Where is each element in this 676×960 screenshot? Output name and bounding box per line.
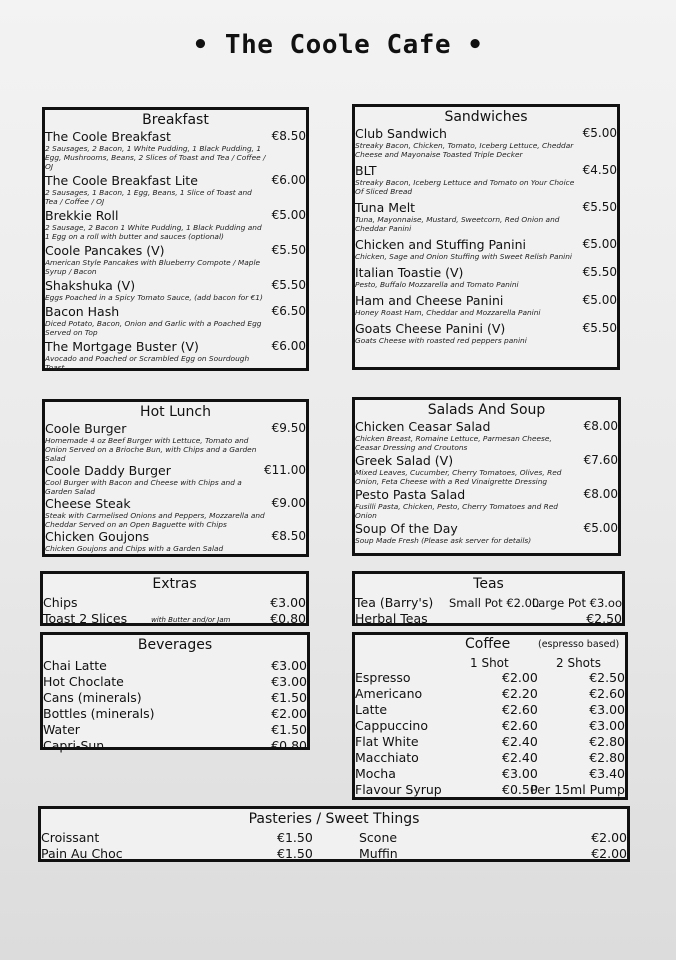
coffee-row (355, 718, 625, 734)
item-name: Flavour Syrup (355, 782, 442, 797)
one-shot-price: €0.50 (502, 782, 538, 797)
item-price: €5.00 (271, 208, 306, 222)
item-price: €2.00 (591, 830, 627, 845)
item-name: Flat White (355, 734, 419, 749)
menu-item (355, 487, 618, 520)
item-name: Soup Of the Day (355, 521, 458, 536)
menu-item (355, 237, 617, 261)
coffee-subheading: (espresso based) (538, 639, 620, 650)
menu-item (355, 126, 617, 159)
one-shot-price: €2.20 (502, 686, 538, 701)
item-description: Streaky Bacon, Chicken, Tomato, Iceberg Lettuce, Cheddar Cheese and Mayonaise Toasted Triple Decker (355, 141, 574, 159)
item-name: Greek Salad (V) (355, 453, 454, 468)
menu-item (355, 419, 618, 452)
item-description: Mixed Leaves, Cucumber, Cherry Tomatoes, Olives, Red Onion, Feta Cheese with a Red Vinaigrette Dressing (355, 468, 562, 486)
item-description: Chicken, Sage and Onion Stuffing with Sweet Relish Panini (355, 252, 572, 261)
item-price: €5.50 (582, 200, 617, 214)
item-name: Toast 2 Slices (43, 611, 128, 626)
beverages-items (43, 658, 307, 754)
item-price: €9.50 (271, 421, 306, 435)
item-name: Cheese Steak (45, 496, 131, 511)
item-price: €1.50 (271, 690, 307, 705)
item-name: Italian Toastie (V) (355, 265, 464, 280)
item-price: €5.50 (271, 278, 306, 292)
hot-lunch-items (45, 421, 306, 553)
item-name: Muffin (359, 846, 398, 861)
item-description: Eggs Poached in a Spicy Tomato Sauce, (add bacon for €1) (45, 293, 263, 302)
salads-soup-items (355, 419, 618, 545)
item-description: Chicken Goujons and Chips with a Garden Salad (45, 544, 224, 553)
item-price: €0.80 (271, 738, 307, 753)
item-price: €6.50 (271, 304, 306, 318)
item-description: Homemade 4 oz Beef Burger with Lettuce, Tomato and Onion Served on a Brioche Bun, with Chips and a Garden Salad (45, 436, 257, 463)
item-description: Honey Roast Ham, Cheddar and Mozzarella Panini (355, 308, 541, 317)
teas-section (352, 571, 625, 626)
coffee-row (355, 686, 625, 702)
item-description: 2 Sausage, 2 Bacon 1 White Pudding, 1 Black Pudding and 1 Egg on a roll with butter and sauces (optional) (45, 223, 262, 241)
teas-row-barrys (355, 595, 622, 611)
coffee-row (355, 750, 625, 766)
item-price: €2.00 (271, 706, 307, 721)
item-name: Espresso (355, 670, 411, 685)
item-description: Steak with Carmelised Onions and Peppers, Mozzarella and Cheddar Served on an Open Baguette with Chips (45, 511, 265, 529)
item-price: €8.00 (583, 419, 618, 433)
item-name: Chai Latte (43, 658, 107, 673)
item-description: American Style Pancakes with Blueberry Compote / Maple Syrup / Bacon (45, 258, 261, 276)
coffee-heading: Coffee (465, 636, 511, 652)
salads-soup-section (352, 397, 621, 556)
item-name: The Mortgage Buster (V) (45, 339, 199, 354)
item-name: Brekkie Roll (45, 208, 119, 223)
item-price: €5.00 (583, 521, 618, 535)
two-shot-price: €2.80 (589, 734, 625, 749)
sandwiches-items (355, 126, 617, 345)
item-price: €8.00 (583, 487, 618, 501)
item-name: Macchiato (355, 750, 419, 765)
item-price: €5.50 (271, 243, 306, 257)
coffee-row (355, 734, 625, 750)
menu-item (45, 463, 306, 496)
coffee-column-headers (355, 653, 625, 670)
item-name: Goats Cheese Panini (V) (355, 321, 506, 336)
item-name: Chicken and Stuffing Panini (355, 237, 526, 252)
beverage-row (43, 722, 307, 738)
two-shot-price: €2.60 (589, 686, 625, 701)
item-name: Cans (minerals) (43, 690, 142, 705)
hot-lunch-heading: Hot Lunch (140, 404, 211, 420)
one-shot-price: €2.40 (502, 734, 538, 749)
one-shot-price: €2.40 (502, 750, 538, 765)
item-name: Bacon Hash (45, 304, 120, 319)
two-shot-price: Per 15ml Pump (530, 782, 625, 797)
item-price: €5.50 (582, 265, 617, 279)
item-name: Coole Pancakes (V) (45, 243, 165, 258)
item-name: Capri-Sun (43, 738, 105, 753)
extras-row-chips (43, 595, 306, 611)
item-name: Coole Daddy Burger (45, 463, 171, 478)
menu-item (45, 496, 306, 529)
menu-item (355, 453, 618, 486)
extras-heading: Extras (152, 576, 197, 592)
beverage-row (43, 690, 307, 706)
item-price: €1.50 (271, 722, 307, 737)
coffee-row (355, 702, 625, 718)
pastries-section (38, 806, 630, 862)
beverages-section (40, 632, 310, 753)
two-shot-price: €3.00 (589, 718, 625, 733)
item-description: Diced Potato, Bacon, Onion and Garlic with a Poached Egg Served on Top (45, 319, 262, 337)
item-name: Pesto Pasta Salad (355, 487, 466, 502)
item-price: €7.60 (583, 453, 618, 467)
two-shot-price: €3.40 (589, 766, 625, 781)
menu-title: • The Coole Cafe • (192, 30, 484, 60)
item-name: Chips (43, 595, 78, 610)
item-description: Tuna, Mayonnaise, Mustard, Sweetcorn, Red Onion and Cheddar Panini (355, 215, 560, 233)
item-price: €5.00 (582, 126, 617, 140)
item-name: Coole Burger (45, 421, 127, 436)
item-name: Latte (355, 702, 388, 717)
menu-item (45, 278, 306, 302)
col-two-shots: 2 Shots (556, 656, 601, 670)
item-price: €0.80 (270, 611, 306, 626)
sandwiches-heading: Sandwiches (444, 109, 528, 125)
coffee-row (355, 782, 625, 798)
item-price: €6.00 (271, 173, 306, 187)
large-pot-price: Large Pot €3.oo (531, 596, 622, 610)
item-price: €11.00 (264, 463, 306, 477)
teas-heading: Teas (473, 576, 504, 592)
item-name: Tea (Barry's) (355, 595, 434, 610)
item-price: €5.00 (582, 293, 617, 307)
beverage-row (43, 674, 307, 690)
menu-item (45, 421, 306, 463)
pastries-heading: Pasteries / Sweet Things (248, 811, 420, 827)
one-shot-price: €2.60 (502, 702, 538, 717)
breakfast-heading: Breakfast (142, 112, 209, 128)
item-description: Streaky Bacon, Iceberg Lettuce and Tomato on Your Choice Of Sliced Bread (355, 178, 575, 196)
menu-item (45, 208, 306, 241)
item-price: €4.50 (582, 163, 617, 177)
item-name: Hot Choclate (43, 674, 124, 689)
item-price: €5.50 (582, 321, 617, 335)
coffee-items (355, 670, 625, 798)
item-name: Cappuccino (355, 718, 428, 733)
extras-section (40, 571, 309, 626)
item-name: Water (43, 722, 80, 737)
item-price: €8.50 (271, 529, 306, 543)
item-name: Tuna Melt (355, 200, 416, 215)
menu-item (45, 243, 306, 276)
salads-soup-heading: Salads And Soup (427, 402, 546, 418)
item-description: Fusilli Pasta, Chicken, Pesto, Cherry Tomatoes and Red Onion (355, 502, 558, 520)
item-note: with Butter and/or Jam (151, 615, 231, 624)
item-price: €6.00 (271, 339, 306, 353)
menu-item (355, 265, 617, 289)
item-price: €3.00 (270, 595, 306, 610)
hot-lunch-section (42, 399, 309, 557)
item-name: Chicken Goujons (45, 529, 150, 544)
menu-item (355, 200, 617, 233)
item-name: Bottles (minerals) (43, 706, 155, 721)
item-description: Pesto, Buffalo Mozzarella and Tomato Panini (355, 280, 519, 289)
beverage-row (43, 706, 307, 722)
item-name: Scone (359, 830, 398, 845)
menu-item (45, 129, 306, 171)
item-name: Croissant (41, 830, 100, 845)
item-description: Goats Cheese with roasted red peppers panini (355, 336, 527, 345)
item-description: Chicken Breast, Romaine Lettuce, Parmesan Cheese, Ceasar Dressing and Croutons (355, 434, 552, 452)
item-name: The Coole Breakfast Lite (45, 173, 198, 188)
item-description: Cool Burger with Bacon and Cheese with Chips and a Garden Salad (45, 478, 242, 496)
beverage-row (43, 738, 307, 754)
two-shot-price: €3.00 (589, 702, 625, 717)
item-price: €5.00 (582, 237, 617, 251)
item-description: 2 Sausages, 2 Bacon, 1 White Pudding, 1 Black Pudding, 1 Egg, Mushrooms, Beans, 2 Slices of Toast and Tea / Coffee / OJ (45, 144, 266, 171)
menu-item (45, 529, 306, 553)
beverage-row (43, 658, 307, 674)
menu-item (45, 339, 306, 372)
item-name: Pain Au Choc (41, 846, 123, 861)
item-price: €2.50 (586, 611, 622, 626)
beverages-heading: Beverages (137, 637, 213, 653)
pastries-items (41, 830, 627, 862)
extras-row-toast (43, 611, 306, 627)
item-name: Herbal Teas (355, 611, 428, 626)
breakfast-section (42, 107, 309, 371)
item-name: Shakshuka (V) (45, 278, 136, 293)
item-name: Ham and Cheese Panini (355, 293, 504, 308)
item-price: €3.00 (271, 674, 307, 689)
item-price: €2.00 (591, 846, 627, 861)
menu-item (355, 321, 617, 345)
item-description: 2 Sausages, 1 Bacon, 1 Egg, Beans, 1 Slice of Toast and Tea / Coffee / OJ (45, 188, 252, 206)
item-description: Avocado and Poached or Scrambled Egg on Sourdough Toast (45, 354, 250, 372)
pastry-row (41, 830, 627, 846)
item-name: BLT (355, 163, 377, 178)
small-pot-price: Small Pot €2.00 (449, 596, 540, 610)
item-description: Soup Made Fresh (Please ask server for details) (355, 536, 532, 545)
menu-item (355, 293, 617, 317)
item-name: Chicken Ceasar Salad (355, 419, 491, 434)
item-name: The Coole Breakfast (45, 129, 171, 144)
item-name: Americano (355, 686, 423, 701)
menu-item (45, 304, 306, 337)
two-shot-price: €2.80 (589, 750, 625, 765)
item-price: €1.50 (277, 846, 313, 861)
item-name: Mocha (355, 766, 396, 781)
item-price: €3.00 (271, 658, 307, 673)
coffee-row (355, 670, 625, 686)
coffee-section (352, 632, 628, 800)
teas-row-herbal (355, 611, 622, 627)
one-shot-price: €2.60 (502, 718, 538, 733)
item-name: Club Sandwich (355, 126, 447, 141)
item-price: €8.50 (271, 129, 306, 143)
one-shot-price: €2.00 (502, 670, 538, 685)
sandwiches-section (352, 104, 620, 370)
col-one-shot: 1 Shot (470, 656, 509, 670)
breakfast-items (45, 129, 306, 372)
two-shot-price: €2.50 (589, 670, 625, 685)
menu-item (355, 521, 618, 545)
one-shot-price: €3.00 (502, 766, 538, 781)
menu-item (355, 163, 617, 196)
coffee-row (355, 766, 625, 782)
pastry-row (41, 846, 627, 862)
coffee-header (355, 635, 625, 653)
menu-item (45, 173, 306, 206)
item-price: €1.50 (277, 830, 313, 845)
item-price: €9.00 (271, 496, 306, 510)
